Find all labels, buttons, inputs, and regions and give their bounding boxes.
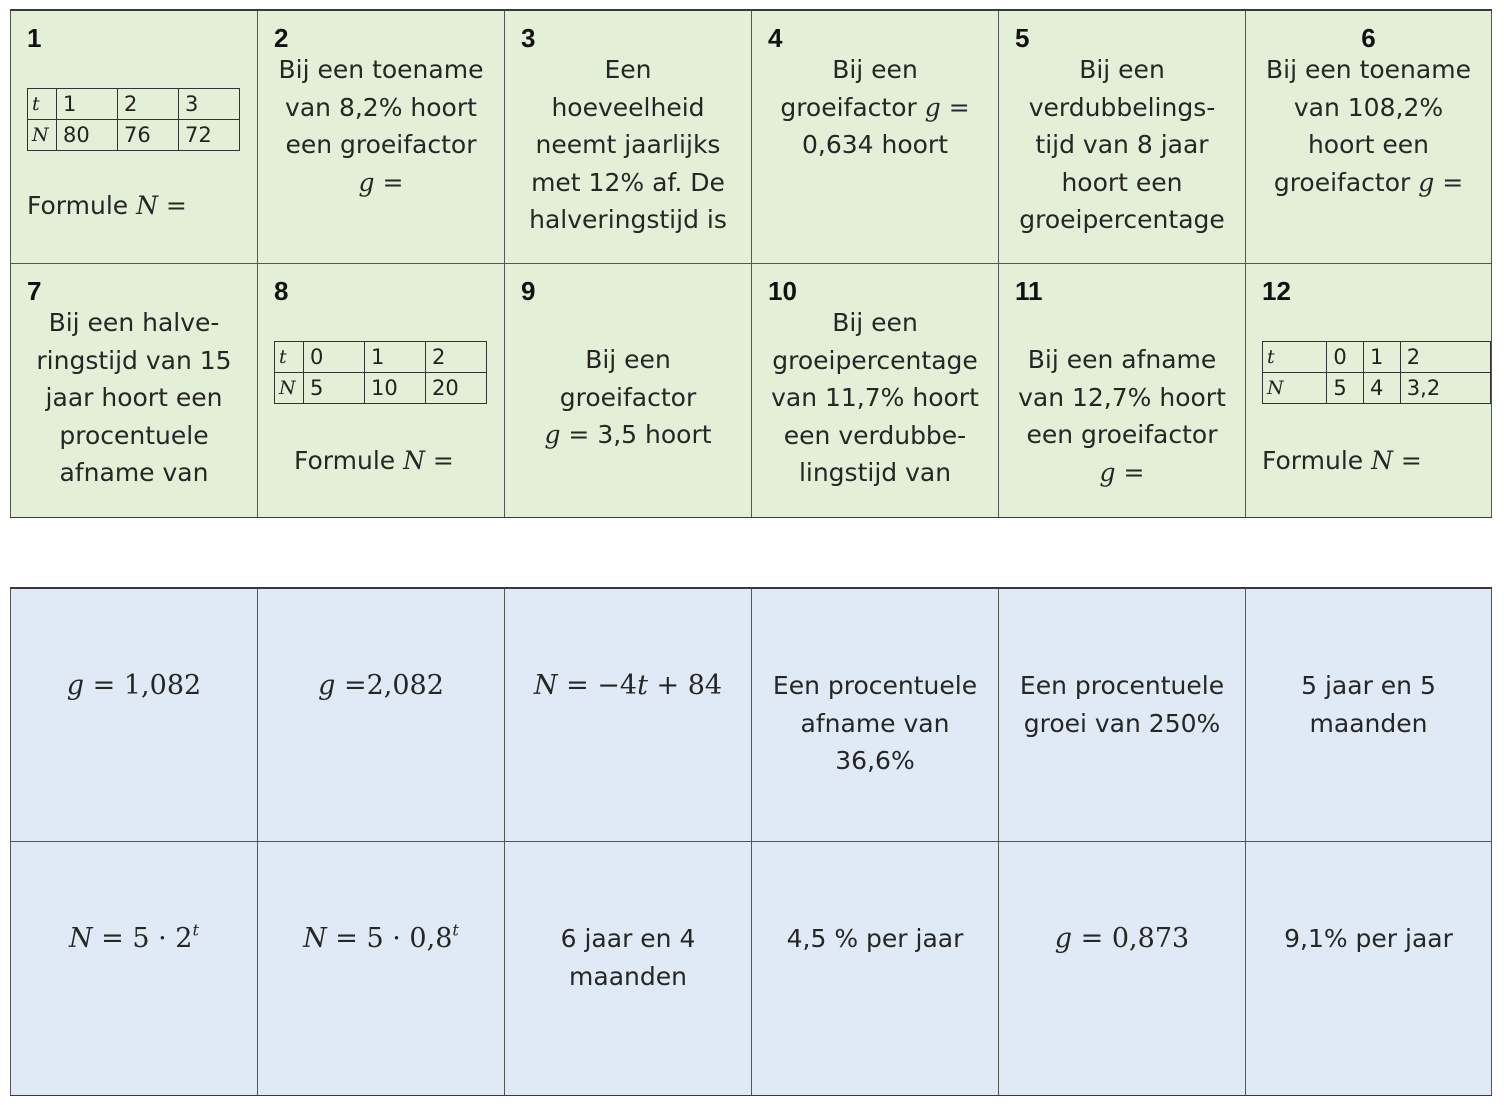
answer-card-10 xyxy=(751,842,998,1095)
card-text: Bij een halve- ringstijd van 15 jaar hoort een procentuele afname van xyxy=(36,308,232,487)
answer-card-8 xyxy=(257,842,504,1095)
card-number: 3 xyxy=(521,23,536,53)
table-cell: 1 xyxy=(57,89,118,120)
value-table xyxy=(1262,341,1491,404)
card-text: Een hoeveelheid neemt jaarlijks met 12% af. De halveringstijd is xyxy=(529,55,727,234)
question-card-3 xyxy=(504,11,751,264)
answer-card-11 xyxy=(998,842,1245,1095)
table-cell: 1 xyxy=(365,342,426,373)
card-text: Bij een groeipercentage van 11,7% hoort een verdubbe- lingstijd van xyxy=(771,308,979,487)
table-header-n: N xyxy=(28,120,57,151)
card-number: 12 xyxy=(1262,276,1291,306)
card-number: 2 xyxy=(274,23,289,53)
answer-text: Een procentuele groei van 250% xyxy=(1019,671,1225,738)
answer-text: $N = 5 \cdot 2^t$ xyxy=(68,920,200,954)
table-header-n: N xyxy=(275,373,304,404)
table-cell: 2 xyxy=(426,342,487,373)
table-cell: 20 xyxy=(426,373,487,404)
question-card-6 xyxy=(1245,11,1492,264)
formula-prompt: Formule N = xyxy=(294,446,454,475)
question-card-7 xyxy=(10,264,257,517)
table-header-t: t xyxy=(275,342,304,373)
answer-text: $N = 5 \cdot 0,8^t$ xyxy=(303,920,459,954)
table-header-n: N xyxy=(1263,373,1327,404)
answer-text: g =2,082 xyxy=(318,670,444,701)
table-cell: 3,2 xyxy=(1400,373,1490,404)
card-text: Bij een toename van 108,2% hoort een groeifactor g = xyxy=(1266,55,1471,197)
value-table xyxy=(27,88,240,151)
formula-prompt: Formule N = xyxy=(27,191,187,220)
answer-card-12 xyxy=(1245,842,1492,1095)
answer-card-7 xyxy=(10,842,257,1095)
card-number: 6 xyxy=(1361,23,1376,53)
table-header-t: t xyxy=(28,89,57,120)
question-card-8 xyxy=(257,264,504,517)
answer-text: Een procentuele afname van 36,6% xyxy=(772,671,978,775)
answer-card-3 xyxy=(504,589,751,842)
answer-text: g = 0,873 xyxy=(1054,923,1190,954)
answer-text: 5 jaar en 5 maanden xyxy=(1301,671,1436,738)
table-cell: 1 xyxy=(1364,342,1401,373)
card-number: 8 xyxy=(274,276,289,306)
question-card-5 xyxy=(998,11,1245,264)
table-cell: 76 xyxy=(118,120,179,151)
question-card-10 xyxy=(751,264,998,517)
table-header-t: t xyxy=(1263,342,1327,373)
card-number: 5 xyxy=(1015,23,1030,53)
table-cell: 0 xyxy=(1327,342,1364,373)
card-number: 9 xyxy=(521,276,536,306)
question-card-2 xyxy=(257,11,504,264)
card-text: Bij een afname van 12,7% hoort een groeifactor g = xyxy=(1018,345,1226,487)
table-cell: 2 xyxy=(1400,342,1490,373)
table-cell: 2 xyxy=(118,89,179,120)
question-card-4 xyxy=(751,11,998,264)
answer-card-6 xyxy=(1245,589,1492,842)
answer-text: 6 jaar en 4 maanden xyxy=(560,924,696,991)
answer-card-1 xyxy=(10,589,257,842)
answer-card-4 xyxy=(751,589,998,842)
answer-card-5 xyxy=(998,589,1245,842)
answer-card-9 xyxy=(504,842,751,1095)
table-cell: 80 xyxy=(57,120,118,151)
table-cell: 5 xyxy=(304,373,365,404)
table-cell: 72 xyxy=(179,120,240,151)
formula-prompt: Formule N = xyxy=(1262,446,1422,475)
card-text: Bij een groeifactor g = 0,634 hoort xyxy=(780,55,970,159)
card-number: 1 xyxy=(27,23,42,53)
card-number: 7 xyxy=(27,276,42,306)
card-number: 11 xyxy=(1015,276,1043,306)
table-cell: 10 xyxy=(365,373,426,404)
question-card-12 xyxy=(1245,264,1492,517)
value-table xyxy=(274,341,487,404)
answer-text: N = −4t + 84 xyxy=(533,670,723,701)
answer-text: g = 1,082 xyxy=(66,670,202,701)
table-cell: 3 xyxy=(179,89,240,120)
answer-text: 4,5 % per jaar xyxy=(786,924,964,953)
table-cell: 4 xyxy=(1364,373,1401,404)
card-text: Bij een verdubbelings- tijd van 8 jaar hoort een groeipercentage xyxy=(1019,55,1225,234)
card-number: 4 xyxy=(768,23,783,53)
answer-card-2 xyxy=(257,589,504,842)
question-card-9 xyxy=(504,264,751,517)
card-text: Bij een groeifactor g = 3,5 hoort xyxy=(544,345,712,449)
question-card-11 xyxy=(998,264,1245,517)
question-cards-grid xyxy=(10,9,1492,518)
card-number: 10 xyxy=(768,276,797,306)
table-cell: 0 xyxy=(304,342,365,373)
table-cell: 5 xyxy=(1327,373,1364,404)
question-card-1 xyxy=(10,11,257,264)
answer-cards-grid xyxy=(10,587,1492,1096)
card-text: Bij een toename van 8,2% hoort een groeifactor g = xyxy=(278,55,484,197)
answer-text: 9,1% per jaar xyxy=(1284,924,1453,953)
